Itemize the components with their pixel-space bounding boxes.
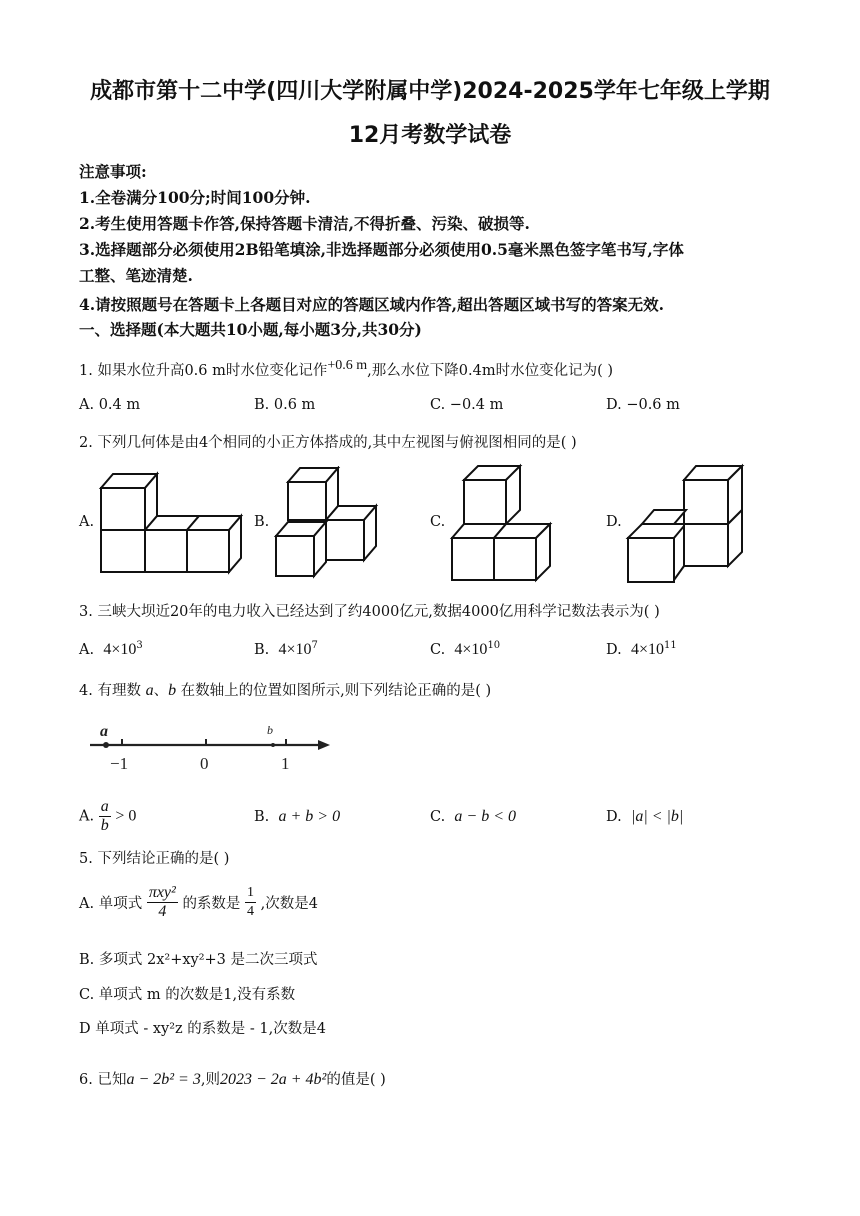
q5-option-a-denominator: 4 bbox=[158, 903, 167, 920]
q3-option-d-label: D. bbox=[606, 641, 622, 658]
question-1-text: 1. 如果水位升高0.6 m时水位变化记作 bbox=[79, 362, 328, 379]
q5-option-a bbox=[79, 884, 318, 921]
q3-option-a-label: A. bbox=[79, 641, 95, 658]
notice-item-3: 3.选择题部分必须使用2B铅笔填涂,非选择题部分必须使用0.5毫米黑色签字笔书写,字体 bbox=[79, 240, 684, 259]
question-6-text-mid: ,则 bbox=[200, 1072, 220, 1088]
q3-option-d-exp: 11 bbox=[663, 640, 677, 651]
number-line-tick-neg1: −1 bbox=[110, 754, 129, 773]
section-heading: 一、选择题(本大题共10小题,每小题3分,共30分) bbox=[79, 320, 422, 339]
notice-item-1: 1.全卷满分100分;时间100分钟. bbox=[79, 188, 311, 207]
q4-option-a bbox=[79, 798, 136, 835]
question-6-expression: 2023 − 2a + 4b² bbox=[219, 1071, 327, 1088]
q3-option-c-exp: 10 bbox=[487, 640, 501, 651]
question-2-stem: 2. 下列几何体是由4个相同的小正方体搭成的,其中左视图与俯视图相同的是( ) bbox=[79, 435, 577, 451]
q3-option-b-exp: 7 bbox=[311, 640, 318, 651]
q2-label-c: C. bbox=[430, 514, 446, 530]
q4-option-a-label: A. bbox=[79, 808, 95, 825]
q3-option-a bbox=[79, 640, 143, 659]
q3-option-d-base: 4×10 bbox=[630, 640, 664, 658]
q4-option-c bbox=[430, 808, 516, 826]
q4-option-d-math: |a| < |b| bbox=[630, 808, 684, 825]
q3-option-b-base: 4×10 bbox=[278, 640, 312, 658]
q4-option-d-label: D. bbox=[606, 809, 622, 825]
q4-option-d bbox=[606, 808, 683, 826]
q5-option-a-post: ,次数是4 bbox=[260, 896, 318, 912]
q3-option-b bbox=[254, 640, 318, 659]
q2-label-a: A. bbox=[79, 514, 95, 530]
q2-label-b: B. bbox=[254, 514, 270, 530]
q1-option-c: C. −0.4 m bbox=[430, 397, 504, 413]
q3-option-a-base: 4×10 bbox=[103, 640, 137, 658]
question-4-var-a: a bbox=[145, 682, 154, 699]
q1-option-a: A. 0.4 m bbox=[79, 397, 141, 413]
question-1-math: +0.6 m bbox=[327, 358, 368, 373]
q3-option-d bbox=[606, 640, 677, 659]
page-subtitle: 12月考数学试卷 bbox=[348, 123, 512, 148]
q3-option-c-base: 4×10 bbox=[454, 640, 488, 658]
figure-c-cubes bbox=[448, 462, 554, 584]
q4-option-a-numerator: a bbox=[100, 798, 109, 815]
question-3-stem: 3. 三峡大坝近20年的电力收入已经达到了约4000亿元,数据4000亿用科学记数法表示为( ) bbox=[79, 604, 660, 620]
q3-option-c bbox=[430, 640, 500, 659]
figure-a-cubes bbox=[95, 470, 245, 580]
page-title: 成都市第十二中学(四川大学附属中学)2024-2025学年七年级上学期 bbox=[90, 79, 770, 104]
figure-d-cubes bbox=[624, 460, 748, 586]
q5-option-a-text: A. 单项式 bbox=[79, 896, 143, 912]
q5-option-a-mid: 的系数是 bbox=[182, 896, 241, 912]
q1-option-d: D. −0.6 m bbox=[606, 397, 680, 413]
notice-item-3-cont: 工整、笔迹清楚. bbox=[79, 266, 193, 285]
notice-item-4: 4.请按照题号在答题卡上各题目对应的答题区域内作答,超出答题区域书写的答案无效. bbox=[79, 295, 664, 314]
notice-heading: 注意事项: bbox=[79, 162, 147, 181]
q4-option-b-math: a + b > 0 bbox=[278, 808, 341, 825]
q4-option-a-denominator: b bbox=[100, 817, 109, 834]
q5-option-a-coef-den: 4 bbox=[247, 904, 255, 919]
question-4-text-end: 在数轴上的位置如图所示,则下列结论正确的是( ) bbox=[180, 683, 492, 699]
number-line-tick-1: 1 bbox=[281, 754, 290, 773]
question-6-text: 6. 已知 bbox=[79, 1072, 127, 1088]
q1-option-b: B. 0.6 m bbox=[254, 397, 316, 413]
q3-option-b-label: B. bbox=[254, 641, 270, 658]
q5-option-c: C. 单项式 m 的次数是1,没有系数 bbox=[79, 987, 296, 1003]
q4-option-c-math: a − b < 0 bbox=[454, 808, 516, 825]
question-6-text-end: 的值是( ) bbox=[326, 1072, 386, 1088]
question-4-stem bbox=[79, 679, 491, 700]
figure-b-cubes bbox=[272, 466, 382, 581]
q5-option-b: B. 多项式 2x²+xy²+3 是二次三项式 bbox=[79, 952, 318, 968]
number-line-label-b: b bbox=[267, 723, 273, 737]
q3-option-c-label: C. bbox=[430, 641, 446, 658]
q5-option-d: D 单项式 - xy²z 的系数是 - 1,次数是4 bbox=[79, 1021, 326, 1037]
question-1-text-end: ,那么水位下降0.4m时水位变化记为( ) bbox=[367, 362, 614, 379]
notice-item-2: 2.考生使用答题卡作答,保持答题卡清洁,不得折叠、污染、破损等. bbox=[79, 214, 530, 233]
question-1-stem bbox=[79, 358, 613, 380]
q2-label-d: D. bbox=[606, 514, 622, 530]
q4-option-c-label: C. bbox=[430, 809, 446, 825]
number-line-label-a: a bbox=[100, 723, 108, 740]
q5-option-a-numerator: πxy² bbox=[148, 884, 176, 901]
question-4-text: 4. 有理数 bbox=[79, 683, 141, 699]
question-4-var-b: b bbox=[168, 682, 177, 699]
q3-option-a-exp: 3 bbox=[136, 640, 143, 651]
question-4-sep: 、 bbox=[153, 683, 169, 699]
number-line bbox=[86, 718, 336, 778]
q4-option-a-rest: > 0 bbox=[115, 807, 137, 825]
question-6-condition: a − 2b² = 3 bbox=[126, 1071, 201, 1088]
question-5-stem: 5. 下列结论正确的是( ) bbox=[79, 851, 230, 867]
q4-option-b-label: B. bbox=[254, 809, 270, 825]
q4-option-b bbox=[254, 808, 340, 826]
q5-option-a-coef-num: 1 bbox=[245, 884, 256, 903]
question-6-stem bbox=[79, 1068, 386, 1089]
number-line-tick-0: 0 bbox=[200, 754, 209, 773]
